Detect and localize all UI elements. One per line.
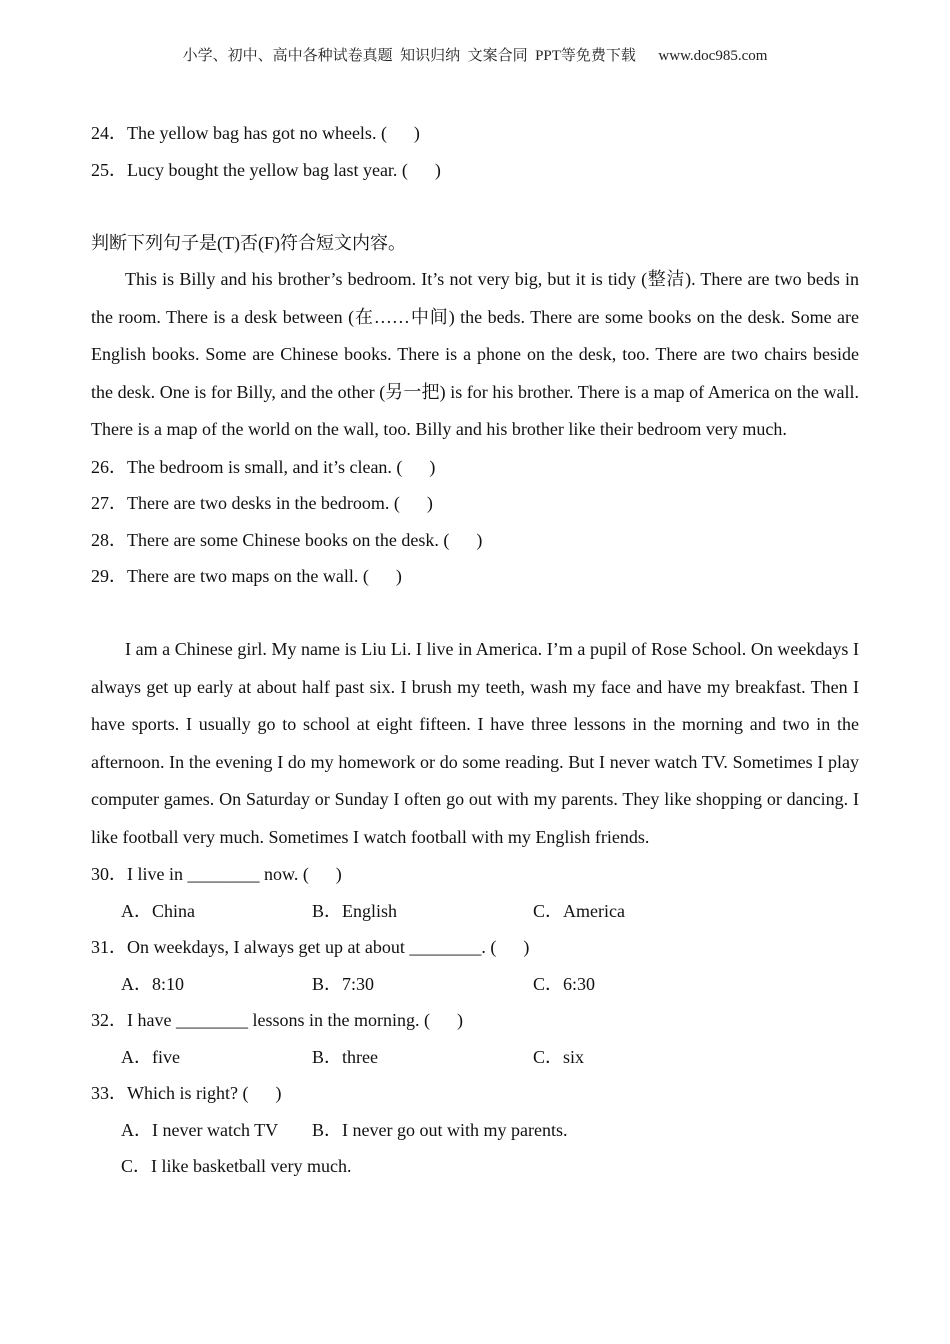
question-30-options [91, 893, 859, 930]
question-26: 26．The bedroom is small, and it’s clean. ( ) [91, 456, 436, 477]
question-33: 33．Which is right? ( ) [91, 1083, 282, 1103]
option-c: C．I like basketball very much. [121, 1156, 352, 1176]
option-a: A．five [121, 1046, 180, 1067]
option-b: B．7:30 [312, 973, 375, 994]
worksheet-content [91, 115, 859, 1185]
option-b: B．three [312, 1046, 378, 1067]
question-31: 31．On weekdays, I always get up at about ________. ( ) [91, 937, 530, 957]
question-31-options [91, 966, 859, 1003]
question-32-options [91, 1039, 859, 1076]
option-c: C．6:30 [533, 973, 596, 994]
option-c: C．America [533, 900, 625, 921]
option-a: A．I never watch TV [121, 1119, 279, 1140]
question-32: 32．I have ________ lessons in the morning. ( ) [91, 1010, 463, 1030]
option-b: B．English [312, 900, 398, 921]
question-24: 24．The yellow bag has got no wheels. ( ) [91, 123, 420, 143]
question-29: 29．There are two maps on the wall. ( ) [91, 566, 402, 586]
question-27: 27．There are two desks in the bedroom. ( ) [91, 493, 433, 513]
question-28: 28．There are some Chinese books on the desk. ( ) [91, 529, 483, 550]
reading-passage-bedroom: This is Billy and his brother’s bedroom. It’s not very big, but it is tidy (整洁). There are two beds in the room. There is a desk between (在……中间) the beds. There are some books on the desk. Some are English books. Some are Chinese books. There is a phone on the desk, too. There are two chairs beside the desk. One is for Billy, and the other (另一把) is for his brother. There is a map of America on the wall. There is a map of the world on the wall, too. Billy and his brother like their bedroom very much. [91, 269, 859, 439]
page-header: 小学、初中、高中各种试卷真题 知识归纳 文案合同 PPT等免费下载 www.doc985.com [182, 48, 768, 64]
question-33-options [91, 1112, 859, 1149]
option-a: A．China [121, 900, 195, 921]
option-b: B．I never go out with my parents. [312, 1119, 568, 1140]
spacer [91, 595, 859, 632]
option-c: C．six [533, 1046, 585, 1067]
question-30: 30．I live in ________ now. ( ) [91, 864, 342, 884]
question-33-options-row2 [91, 1148, 859, 1185]
section-instruction: 判断下列句子是(T)否(F)符合短文内容。 [91, 232, 406, 253]
reading-passage-liu-li: I am a Chinese girl. My name is Liu Li. I live in America. I’m a pupil of Rose School. On weekdays I always get up early at about half past six. I brush my teeth, wash my face and have my breakfast. Then I have sports. I usually go to school at eight fifteen. I have three lessons in the morning and two in the afternoon. In the evening I do my homework or do some reading. But I never watch TV. Sometimes I play computer games. On Saturday or Sunday I often go out with my parents. They like shopping or dancing. I like football very much. Sometimes I watch football with my English friends. [91, 639, 859, 847]
question-25: 25．Lucy bought the yellow bag last year. ( ) [91, 159, 441, 180]
spacer [91, 188, 859, 225]
option-a: A．8:10 [121, 973, 184, 994]
